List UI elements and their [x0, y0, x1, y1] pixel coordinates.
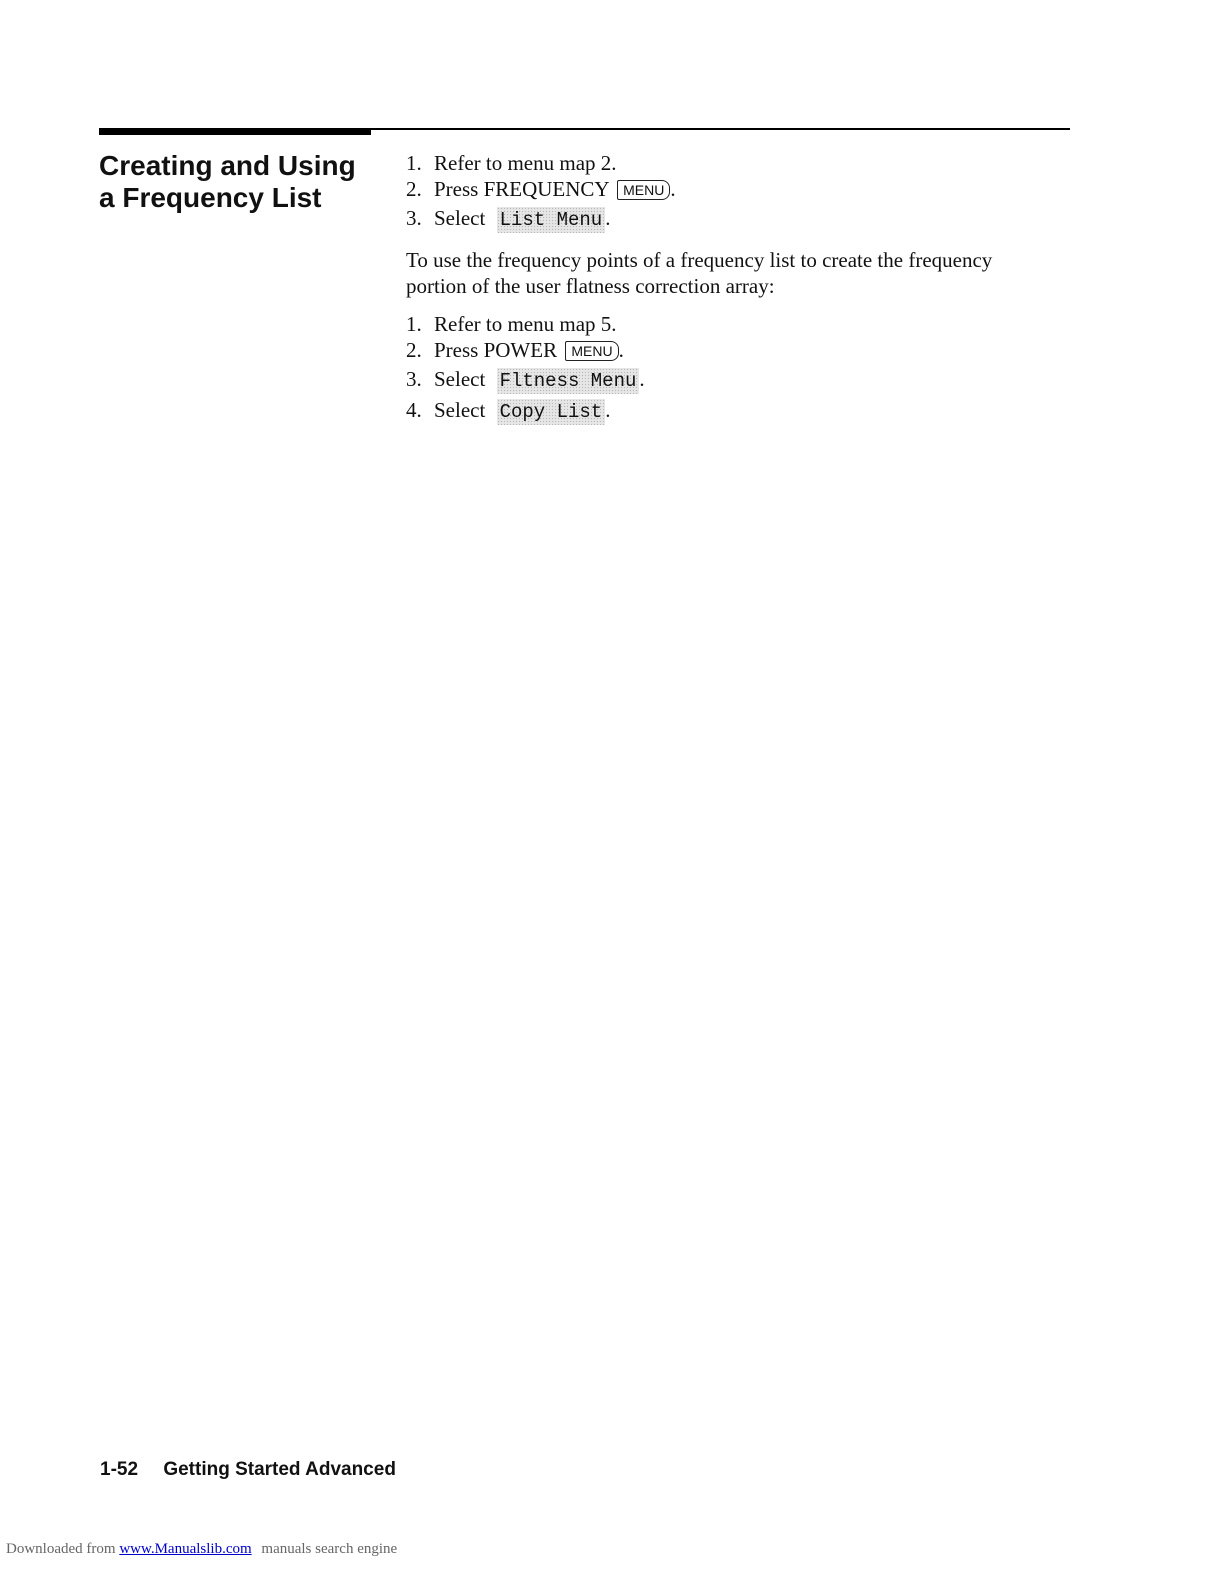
step-punct: .	[639, 367, 645, 391]
step-text: Select	[434, 206, 486, 230]
download-suffix: manuals search engine	[261, 1541, 398, 1557]
page-number: 1-52	[100, 1459, 139, 1480]
step-number: 1.	[406, 151, 422, 175]
menu-hardkey: MENU	[617, 180, 670, 200]
step-number: 1.	[406, 312, 422, 336]
step-number: 2.	[406, 338, 422, 362]
download-prefix: Downloaded from	[6, 1541, 116, 1557]
menu-hardkey: MENU	[565, 341, 618, 361]
section-title-line2: a Frequency List	[99, 182, 322, 213]
step-item	[406, 397, 1046, 425]
step-text: Refer to menu map 5.	[434, 312, 617, 336]
step-number: 3.	[406, 367, 422, 391]
step-text: Refer to menu map 2.	[434, 151, 617, 175]
chapter-title: Getting Started Advanced	[163, 1459, 396, 1480]
steps-flatness-correction	[406, 311, 1046, 425]
body-paragraph: To use the frequency points of a frequency list to create the frequency portion of the user flatness correction array:	[406, 248, 993, 298]
step-punct: .	[605, 206, 611, 230]
step-punct: .	[618, 338, 624, 362]
section-content	[406, 150, 1046, 425]
section-title-line1: Creating and Using	[99, 150, 356, 181]
step-item	[406, 176, 1046, 202]
step-item	[406, 337, 1046, 363]
download-banner	[6, 1541, 397, 1558]
step-punct: .	[605, 398, 611, 422]
step-item	[406, 311, 1046, 337]
step-text: Select	[434, 398, 486, 422]
step-punct: .	[670, 177, 676, 201]
copy-list-softkey: Copy List	[497, 399, 606, 425]
step-text: Press FREQUENCY	[434, 177, 609, 201]
step-item	[406, 205, 1046, 233]
section-rule-thin	[99, 128, 1070, 130]
step-item	[406, 150, 1046, 176]
step-number: 3.	[406, 206, 422, 230]
section-title	[99, 150, 389, 214]
step-text: Select	[434, 367, 486, 391]
list-menu-softkey: List Menu	[497, 207, 606, 233]
step-item	[406, 366, 1046, 394]
fltness-menu-softkey: Fltness Menu	[497, 368, 640, 394]
page-footer	[100, 1459, 396, 1481]
steps-frequency-list	[406, 150, 1046, 233]
step-number: 2.	[406, 177, 422, 201]
manualslib-link[interactable]: www.Manualslib.com	[119, 1541, 252, 1557]
step-number: 4.	[406, 398, 422, 422]
step-text: Press POWER	[434, 338, 558, 362]
